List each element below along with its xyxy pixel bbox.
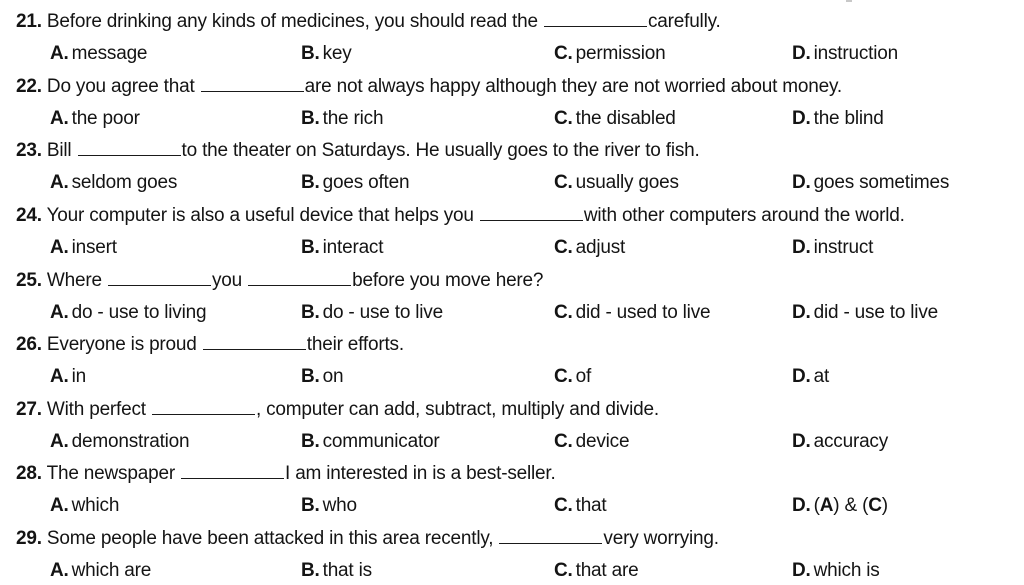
option-text: interact — [322, 237, 384, 258]
stem-text: Where — [46, 270, 107, 291]
question-27 — [0, 388, 1024, 453]
stem-text: very worrying. — [603, 528, 719, 549]
option-b — [301, 170, 409, 196]
option-letter: C. — [554, 302, 573, 323]
option-b — [301, 235, 383, 261]
option-d — [792, 493, 888, 519]
option-text: insert — [71, 237, 117, 258]
option-letter: A. — [50, 108, 69, 129]
question-25 — [0, 259, 1024, 324]
option-text: did - used to live — [575, 302, 711, 323]
option-c — [554, 41, 665, 67]
option-text: which — [71, 495, 120, 516]
option-c — [554, 558, 638, 584]
option-letter: D. — [792, 560, 811, 581]
option-text: the poor — [71, 108, 140, 129]
option-c — [554, 364, 591, 390]
option-b — [301, 558, 372, 584]
question-number: 25. — [16, 270, 42, 291]
option-c — [554, 235, 625, 261]
stem-text: Do you agree that — [46, 76, 200, 97]
option-c — [554, 170, 679, 196]
question-stem — [16, 74, 842, 100]
question-stem — [16, 268, 543, 294]
answer-blank — [108, 269, 211, 286]
answer-blank — [499, 527, 602, 544]
option-text: which is — [813, 560, 880, 581]
option-text: which are — [71, 560, 152, 581]
option-text: goes often — [322, 172, 410, 193]
option-d — [792, 364, 829, 390]
question-number: 26. — [16, 334, 42, 355]
option-d — [792, 235, 873, 261]
option-text: that — [575, 495, 607, 516]
stem-text: Bill — [46, 140, 77, 161]
stem-text: Some people have been attacked in this area recently, — [46, 528, 499, 549]
option-letter: D. — [792, 302, 811, 323]
option-letter: A. — [50, 560, 69, 581]
question-26 — [0, 323, 1024, 388]
option-letter: A. — [50, 237, 69, 258]
option-letter: B. — [301, 108, 320, 129]
option-a — [50, 41, 147, 67]
option-text: goes sometimes — [813, 172, 950, 193]
question-number: 28. — [16, 463, 42, 484]
stem-text: Everyone is proud — [46, 334, 202, 355]
option-letter: D. — [792, 495, 811, 516]
answer-blank — [201, 75, 304, 92]
option-text: the rich — [322, 108, 384, 129]
question-stem — [16, 397, 659, 423]
option-letter: C. — [554, 172, 573, 193]
option-text: accuracy — [813, 431, 889, 452]
option-letter: D. — [792, 366, 811, 387]
option-letter: C. — [554, 366, 573, 387]
stem-text: carefully. — [647, 11, 721, 32]
option-text: at — [813, 366, 830, 387]
option-a — [50, 170, 177, 196]
option-text: do - use to living — [71, 302, 207, 323]
option-letter: D. — [792, 43, 811, 64]
option-text: demonstration — [71, 431, 190, 452]
option-letter: C. — [554, 43, 573, 64]
option-text: do - use to live — [322, 302, 443, 323]
question-stem — [16, 461, 556, 487]
stem-text: are not always happy although they are not worried about money. — [304, 76, 842, 97]
option-text: that are — [575, 560, 639, 581]
option-text: seldom goes — [71, 172, 178, 193]
question-number: 29. — [16, 528, 42, 549]
option-text: the disabled — [575, 108, 676, 129]
option-b — [301, 493, 357, 519]
option-letter: D. — [792, 237, 811, 258]
option-letter: C. — [554, 237, 573, 258]
option-letter: B. — [301, 560, 320, 581]
answer-blank — [480, 204, 583, 221]
stem-text: before you move here? — [352, 270, 544, 291]
option-text: on — [322, 366, 344, 387]
option-letter: D. — [792, 431, 811, 452]
option-letter: B. — [301, 366, 320, 387]
option-text: (A) & (C) — [813, 495, 888, 516]
option-letter: A. — [50, 366, 69, 387]
option-letter: C. — [554, 560, 573, 581]
question-23 — [0, 129, 1024, 194]
option-text: message — [71, 43, 148, 64]
option-d — [792, 170, 949, 196]
question-number: 22. — [16, 76, 42, 97]
stem-text: The newspaper — [46, 463, 181, 484]
stem-text: you — [211, 270, 248, 291]
question-number: 27. — [16, 399, 42, 420]
option-d — [792, 41, 898, 67]
answer-blank — [181, 462, 284, 479]
option-text: usually goes — [575, 172, 679, 193]
question-number: 23. — [16, 140, 42, 161]
stem-text: Your computer is also a useful device that helps you — [46, 205, 479, 226]
question-24 — [0, 194, 1024, 259]
option-text: key — [322, 43, 352, 64]
stem-text: With perfect — [46, 399, 151, 420]
option-text: instruct — [813, 237, 874, 258]
answer-blank — [203, 333, 306, 350]
option-text: the blind — [813, 108, 884, 129]
option-letter: D. — [792, 172, 811, 193]
option-text: did - use to live — [813, 302, 938, 323]
answer-blank — [78, 139, 181, 156]
option-letter: A. — [50, 302, 69, 323]
option-text: instruction — [813, 43, 899, 64]
stem-text: , computer can add, subtract, multiply and divide. — [255, 399, 659, 420]
option-letter: B. — [301, 43, 320, 64]
option-letter: B. — [301, 237, 320, 258]
option-a — [50, 558, 151, 584]
question-22 — [0, 65, 1024, 130]
question-stem — [16, 526, 719, 552]
question-21 — [0, 0, 1024, 65]
option-letter: A. — [50, 172, 69, 193]
option-b — [301, 364, 343, 390]
question-28 — [0, 452, 1024, 517]
option-letter: A. — [50, 495, 69, 516]
answer-blank — [544, 10, 647, 27]
option-text: that is — [322, 560, 372, 581]
stem-text: their efforts. — [306, 334, 404, 355]
option-b — [301, 41, 352, 67]
option-a — [50, 493, 119, 519]
option-letter: A. — [50, 43, 69, 64]
option-text: in — [71, 366, 86, 387]
option-text: adjust — [575, 237, 626, 258]
option-letter: C. — [554, 108, 573, 129]
answer-blank — [248, 269, 351, 286]
option-text: who — [322, 495, 357, 516]
question-stem — [16, 332, 404, 358]
question-number: 21. — [16, 11, 42, 32]
option-c — [554, 493, 607, 519]
option-letter: B. — [301, 495, 320, 516]
option-text: of — [575, 366, 592, 387]
option-text: communicator — [322, 431, 440, 452]
option-a — [50, 364, 86, 390]
option-d — [792, 558, 880, 584]
option-text: permission — [575, 43, 666, 64]
option-letter: B. — [301, 431, 320, 452]
question-number: 24. — [16, 205, 42, 226]
answer-blank — [152, 398, 255, 415]
option-letter: A. — [50, 431, 69, 452]
option-letter: B. — [301, 172, 320, 193]
option-letter: C. — [554, 495, 573, 516]
question-29 — [0, 517, 1024, 582]
stem-text: Before drinking any kinds of medicines, you should read the — [46, 11, 543, 32]
option-letter: B. — [301, 302, 320, 323]
question-stem — [16, 203, 905, 229]
option-a — [50, 235, 117, 261]
stem-text: with other computers around the world. — [583, 205, 905, 226]
option-text: device — [575, 431, 630, 452]
question-stem — [16, 138, 700, 164]
option-letter: D. — [792, 108, 811, 129]
stem-text: I am interested in is a best-seller. — [285, 463, 556, 484]
option-letter: C. — [554, 431, 573, 452]
question-stem — [16, 9, 721, 35]
stem-text: to the theater on Saturdays. He usually goes to the river to fish. — [181, 140, 700, 161]
